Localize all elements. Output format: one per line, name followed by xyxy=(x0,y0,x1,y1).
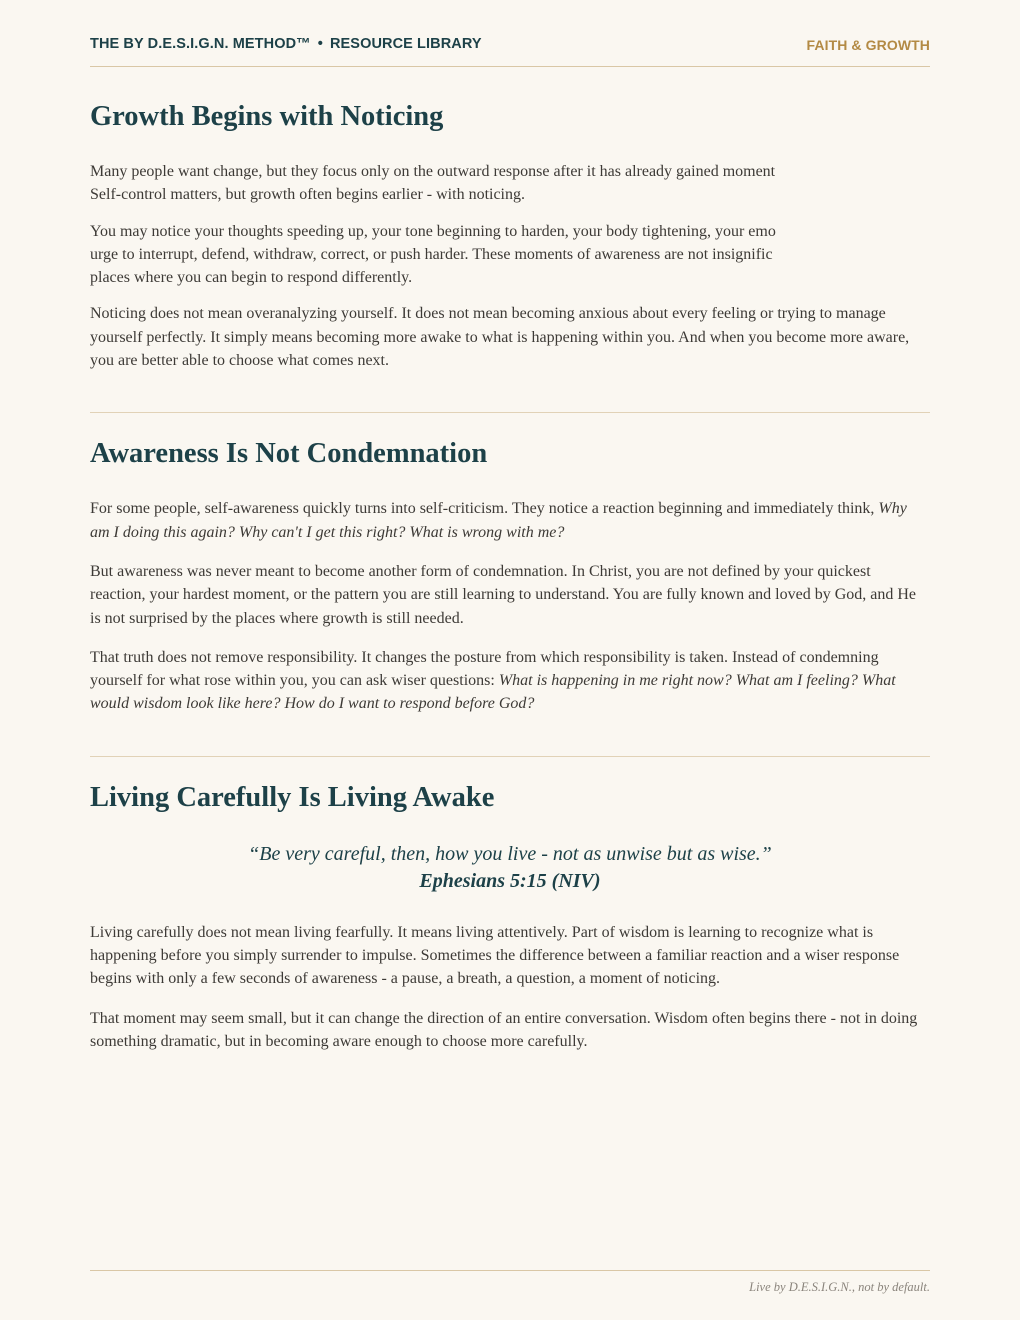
paragraph xyxy=(90,497,930,544)
paragraph-line: Self-control matters, but growth often begins earlier - with noticing. xyxy=(90,186,525,204)
paragraph xyxy=(90,646,930,716)
page-header xyxy=(90,36,930,67)
section-title: Awareness Is Not Condemnation xyxy=(90,438,488,470)
resource-library-label: RESOURCE LIBRARY xyxy=(329,36,482,52)
quote-text: “Be very careful, then, how you live - not as unwise but as wise.” xyxy=(248,842,772,865)
article-body xyxy=(90,96,930,1069)
brand-separator: • xyxy=(317,36,323,52)
category-label: FAITH & GROWTH xyxy=(806,37,930,53)
quote-reference: Ephesians 5:15 (NIV) xyxy=(419,869,601,892)
section-title: Living Carefully Is Living Awake xyxy=(90,781,495,813)
paragraph-line: Many people want change, but they focus only on the outward response after it has already gained moment xyxy=(90,163,776,180)
section-awareness-is-not-condemnation xyxy=(90,433,930,715)
section-divider xyxy=(90,756,930,757)
scripture-quote xyxy=(90,841,930,895)
section-title: Growth Begins with Noticing xyxy=(90,101,444,132)
paragraph: Noticing does not mean overanalyzing yourself. It does not mean becoming anxious about every feeling or trying to manage yourself perfectly. It simply means becoming more awake to what is happening within you. And when you become more aware, you are better able to choose what comes next. xyxy=(90,305,910,370)
page-footer xyxy=(90,1270,930,1294)
paragraph-line: You may notice your thoughts speeding up, your tone beginning to harden, your body tightening, your emo xyxy=(90,222,776,240)
paragraph xyxy=(90,220,930,290)
paragraph-text: For some people, self-awareness quickly turns into self-criticism. They notice a reaction beginning and immediately think, xyxy=(90,500,875,518)
italic-inner-questions: Why am I doing this again? Why can't I get this right? What is wrong with me? xyxy=(90,500,907,541)
footer-tagline: Live by D.E.S.I.G.N., not by default. xyxy=(749,1280,930,1294)
paragraph: Living carefully does not mean living fearfully. It means living attentively. Part of wisdom is learning to recognize what is happening before you simply surrender to impulse. Sometimes the difference between a familiar reaction and a wiser response begins with only a few seconds of awareness - a pause, a breath, a question, a moment of noticing. xyxy=(90,923,900,988)
section-growth-begins-with-noticing xyxy=(90,96,930,372)
paragraph-line: urge to interrupt, defend, withdraw, correct, or push harder. These moments of awareness are not insignific xyxy=(90,245,773,263)
paragraph-text: That truth does not remove responsibility. It changes the posture from which responsibility is taken. Instead of condemning yourself for what rose within you, you can ask wiser questions: xyxy=(90,648,879,690)
paragraph: That moment may seem small, but it can change the direction of an entire conversation. Wisdom often begins there - not in doing something dramatic, but in becoming aware enough to choose more carefully. xyxy=(90,1009,918,1050)
section-divider xyxy=(90,412,930,413)
italic-wiser-questions: What is happening in me right now? What am I feeling? What would wisdom look like here? How do I want to respond before God? xyxy=(90,672,896,713)
brand-line xyxy=(90,36,482,52)
section-living-carefully-is-living-awake xyxy=(90,777,930,1053)
paragraph: But awareness was never meant to become another form of condemnation. In Christ, you are not defined by your quickest reaction, your hardest moment, or the pattern you are still learning to understand. You are fully known and loved by God, and He is not surprised by the places where growth is still needed. xyxy=(90,562,917,627)
paragraph xyxy=(90,160,930,207)
paragraph-line: places where you can begin to respond differently. xyxy=(90,269,413,287)
brand-name: THE BY D.E.S.I.G.N. METHOD™ xyxy=(90,36,311,52)
